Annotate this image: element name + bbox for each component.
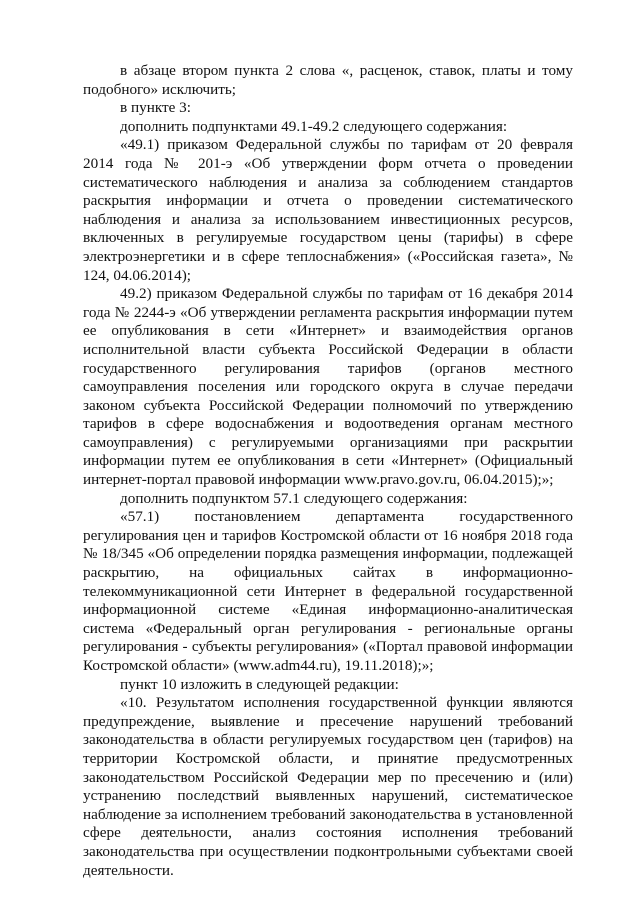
paragraph-point-10-heading: пункт 10 изложить в следующей редакции: (120, 675, 399, 693)
paragraph-point-3-heading: в пункте 3: (120, 99, 191, 117)
paragraph-49-2: 49.2) приказом Федеральной службы по тарифам от 16 декабря 2014 года № 2244-э «Об утверждении регламента раскрытия информации путем ее опубликования в сети «Интернет» и взаимодействия органов исполнительной власти субъекта Российской Федерации в области государственного регулирования тарифов (органов местного самоуправления поселения или городского округа в случае передачи законом субъекта Российской Федерации полномочий по утверждению тарифов в сфере водоснабжения и водоотведения органам местного самоуправления) с регулируемыми организациями при раскрытии информации путем ее опубликования в сети «Интернет» (Официальный интернет-портал правовой информации www.pravo.gov.ru, 06.04.2015);»; (83, 285, 573, 489)
paragraph-57-1: «57.1) постановлением департамента государственного регулирования цен и тарифов Костромской области от 16 ноября 2018 года № 18/345 «Об определении порядка размещения информации, подлежащей раскрытию, на официальных сайтах в информационно-телекоммуникационной сети Интернет в федеральной государственной информационной системе «Единая информационно-аналитическая система «Федеральный орган регулирования - региональные органы регулирования - субъекты регулирования» («Портал правовой информации Костромской области» (www.adm44.ru), 19.11.2018);»; (83, 508, 573, 674)
paragraph-delete-words: в абзаце втором пункта 2 слова «, расценок, ставок, платы и тому подобного» исключить; (83, 62, 573, 98)
paragraph-49-1: «49.1) приказом Федеральной службы по тарифам от 20 февраля 2014 года № 201-э «Об утверждении форм отчета о проведении систематического наблюдения и анализа за соблюдением стандартов раскрытия информации и отчета о проведении систематического наблюдения и анализа за использованием инвестиционных ресурсов, включенных в регулируемые государством цены (тарифы) в сфере электроэнергетики и в сфере теплоснабжения» («Российская газета», № 124, 04.06.2014); (83, 136, 573, 284)
document-body (83, 62, 573, 880)
paragraph-add-57-1: дополнить подпунктом 57.1 следующего содержания: (120, 489, 468, 507)
paragraph-point-10: «10. Результатом исполнения государственной функции являются предупреждение, выявление и пресечение нарушений требований законодательства в области регулируемых государством цен (тарифов) на территории Костромской области, и принятие предусмотренных законодательством Российской Федерации мер по пресечению и (или) устранению последствий выявленных нарушений, систематическое наблюдение за исполнением требований законодательства в установленной сфере деятельности, анализ состояния исполнения требований законодательства при осуществлении подконтрольными субъектами своей деятельности. (83, 694, 573, 879)
paragraph-add-49: дополнить подпунктами 49.1-49.2 следующего содержания: (120, 117, 508, 135)
